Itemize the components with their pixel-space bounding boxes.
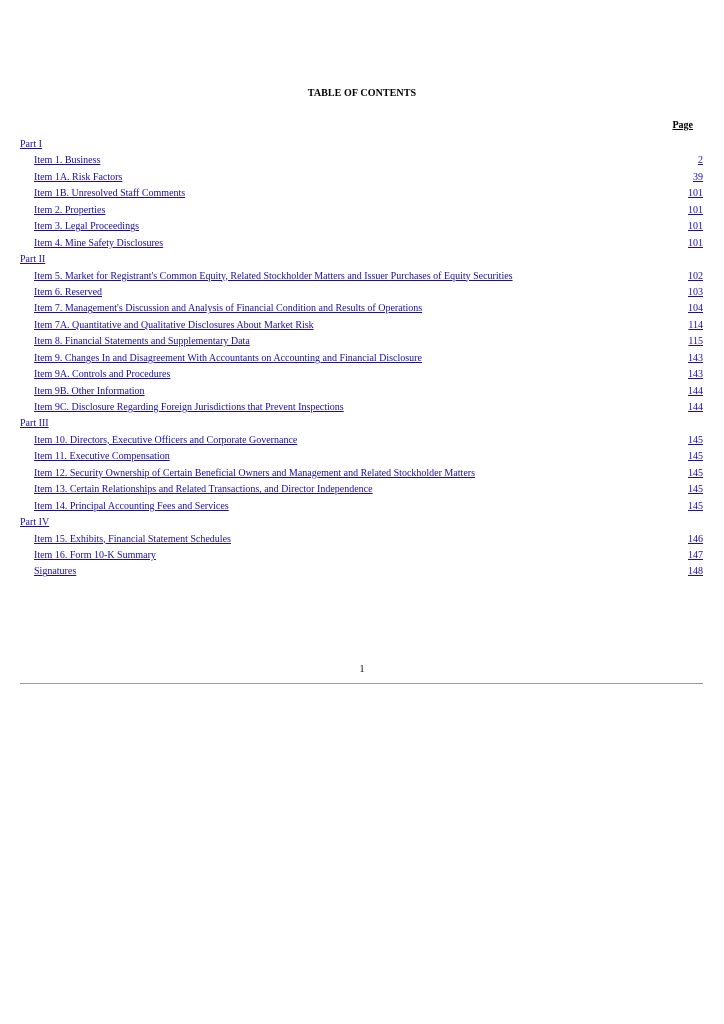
toc-item-link[interactable]: Item 9A. Controls and Procedures [34,369,171,381]
toc-page-link[interactable]: 144 [688,385,703,397]
toc-part-link[interactable]: Part I [20,139,42,150]
toc-item-link[interactable]: Item 1A. Risk Factors [34,171,123,183]
toc-item-row [20,285,703,301]
toc-item-link[interactable]: Item 9C. Disclosure Regarding Foreign Jurisdictions that Prevent Inspections [34,402,344,413]
toc-page-link[interactable]: 145 [688,484,703,496]
toc-page-link[interactable]: 101 [688,204,703,216]
toc-page-link[interactable]: 104 [688,303,703,315]
toc-page-link[interactable]: 145 [688,434,703,446]
toc-part-link[interactable]: Part III [20,418,49,430]
toc-item-row [20,433,703,449]
toc-title: TABLE OF CONTENTS [307,88,417,99]
toc-item-row [20,532,703,548]
toc-item-link[interactable]: Item 11. Executive Compensation [34,451,170,463]
page-column-header: Page [672,120,693,131]
toc-page-link[interactable]: 146 [688,533,703,545]
toc-item-row [20,548,703,564]
toc-page-link[interactable]: 143 [688,369,703,381]
toc-item-link[interactable]: Item 3. Legal Proceedings [34,221,139,233]
toc-page-link[interactable]: 102 [688,270,703,282]
toc-item-row [20,400,703,416]
toc-item-link[interactable]: Item 2. Properties [34,204,106,216]
toc-item-link[interactable]: Signatures [34,566,77,578]
toc-item-row [20,269,703,285]
toc-item-row [20,219,703,235]
toc-page-link[interactable]: 145 [688,467,703,479]
toc-part-link[interactable]: Part IV [20,517,50,529]
toc-page-link[interactable]: 101 [688,188,703,200]
toc-item-row [20,367,703,383]
toc-item-row [20,449,703,465]
toc-part-link[interactable]: Part II [20,254,46,266]
toc-item-row [20,153,703,169]
toc-item-row [20,334,703,350]
toc-item-row [20,384,703,400]
toc-item-link[interactable]: Item 9B. Other Information [34,385,145,397]
toc-item-link[interactable]: Item 13. Certain Relationships and Related Transactions, and Director Independence [34,484,373,496]
toc-item-link[interactable]: Item 6. Reserved [34,286,103,298]
toc-page-link[interactable]: 101 [688,221,703,233]
toc-part-row [20,416,703,432]
toc-item-link[interactable]: Item 1. Business [34,155,101,167]
toc-item-row [20,318,703,334]
toc-page-link[interactable]: 101 [688,237,703,249]
toc-item-link[interactable]: Item 15. Exhibits, Financial Statement Schedules [34,533,231,545]
toc-part-row [20,252,703,268]
toc-item-row [20,203,703,219]
toc-part-row [20,515,703,531]
toc-item-row [20,170,703,186]
toc-page-link[interactable]: 144 [688,402,703,413]
toc-item-row [20,499,703,515]
toc-item-link[interactable]: Item 7A. Quantitative and Qualitative Disclosures About Market Risk [34,319,314,331]
toc-item-link[interactable]: Item 8. Financial Statements and Supplementary Data [34,336,250,348]
toc-item-row [20,482,703,498]
toc-item-link[interactable]: Item 14. Principal Accounting Fees and Services [34,500,229,512]
toc-item-link[interactable]: Item 12. Security Ownership of Certain Beneficial Owners and Management and Related Stockholder Matters [34,467,475,479]
toc-item-link[interactable]: Item 7. Management's Discussion and Analysis of Financial Condition and Results of Operations [34,303,423,315]
toc-page-link[interactable]: 2 [698,155,703,167]
toc-item-link[interactable]: Item 10. Directors, Executive Officers and Corporate Governance [34,434,298,446]
toc-item-link[interactable]: Item 9. Changes In and Disagreement With Accountants on Accounting and Financial Disclosure [34,352,422,364]
toc-page-link[interactable]: 103 [688,286,703,298]
toc-page-link[interactable]: 114 [688,319,703,331]
toc-page-link[interactable]: 145 [688,500,703,512]
toc-page-link[interactable]: 145 [688,451,703,463]
toc-page-link[interactable]: 147 [688,549,703,561]
toc-page-link[interactable]: 143 [688,352,703,364]
toc-item-link[interactable]: Item 16. Form 10-K Summary [34,549,156,561]
toc-part-row [20,137,703,153]
toc-item-link[interactable]: Item 4. Mine Safety Disclosures [34,237,164,249]
toc-item-link[interactable]: Item 1B. Unresolved Staff Comments [34,188,186,200]
toc-item-row [20,466,703,482]
toc-item-row [20,351,703,367]
toc-item-row [20,236,703,252]
footer-page-number: 1 [359,664,365,675]
toc-page-link[interactable]: 115 [688,336,703,348]
toc-item-row [20,301,703,317]
page-divider [20,683,703,684]
toc-page-link[interactable]: 39 [693,171,703,183]
toc-item-link[interactable]: Item 5. Market for Registrant's Common Equity, Related Stockholder Matters and Issuer Purchases of Equity Securities [34,270,513,282]
toc-item-row [20,564,703,580]
toc-page-link[interactable]: 148 [688,566,703,578]
toc-list [20,137,703,581]
toc-item-row [20,186,703,202]
